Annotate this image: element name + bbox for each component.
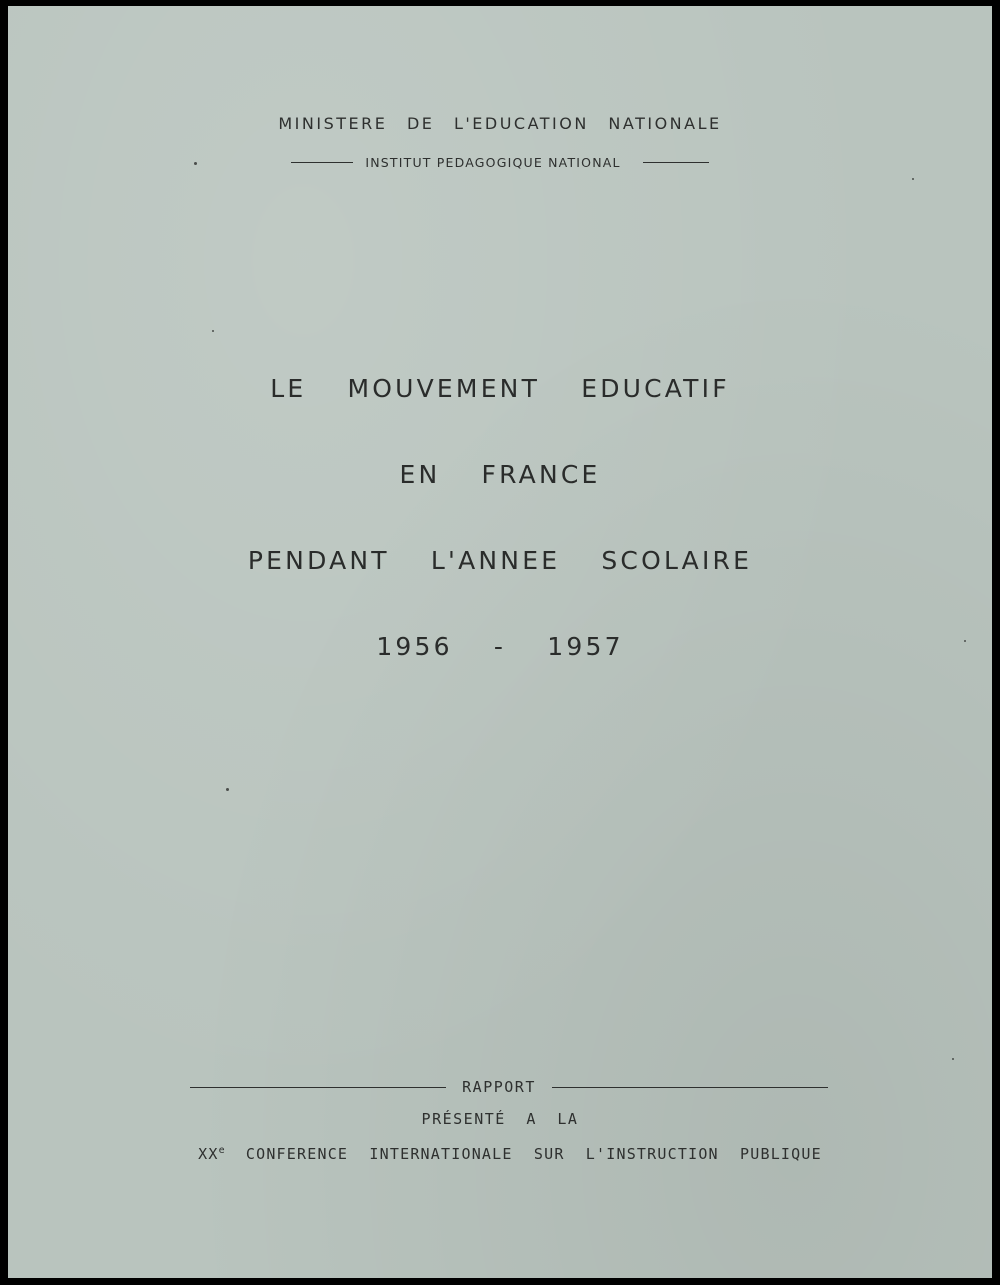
conference-ordinal: XX — [198, 1145, 219, 1163]
institute-heading: INSTITUT PEDAGOGIQUE NATIONAL — [365, 155, 621, 170]
rapport-row — [8, 1078, 992, 1096]
paper-speck — [194, 162, 197, 165]
rapport-rule-left — [190, 1087, 446, 1088]
document-cover — [8, 6, 992, 1278]
paper-speck — [952, 1058, 954, 1060]
conference-ordinal-suffix: e — [218, 1145, 225, 1156]
institute-rule-right — [643, 162, 709, 163]
rapport-label: RAPPORT — [462, 1078, 536, 1096]
conference-line — [8, 1145, 992, 1163]
title-line-3: PENDANT L'ANNEE SCOLAIRE — [247, 546, 753, 575]
rapport-rule-right — [552, 1087, 828, 1088]
title-line-2: EN FRANCE — [399, 460, 601, 489]
title-years: 1956 - 1957 — [376, 632, 624, 661]
ministry-heading: MINISTERE DE L'EDUCATION NATIONALE — [278, 114, 722, 133]
paper-speck — [912, 178, 914, 180]
conference-name: CONFERENCE INTERNATIONALE SUR L'INSTRUCTION PUBLIQUE — [224, 1145, 822, 1163]
paper-speck — [964, 640, 966, 642]
institute-rule-left — [291, 162, 353, 163]
paper-speck — [226, 788, 229, 791]
title-line-1: LE MOUVEMENT EDUCATIF — [270, 374, 730, 403]
institute-heading-row — [8, 155, 992, 170]
paper-speck — [212, 330, 214, 332]
presente-line: PRÉSENTÉ A LA — [421, 1110, 579, 1128]
